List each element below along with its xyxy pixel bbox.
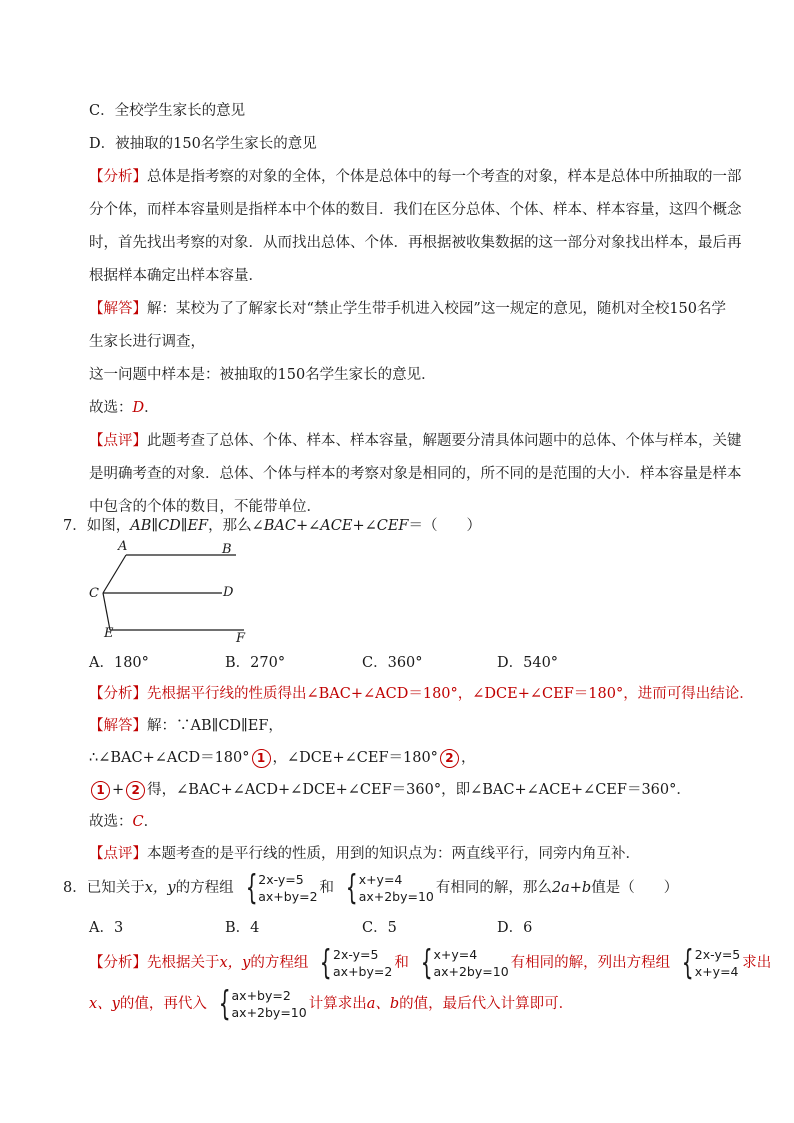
math: x、y bbox=[89, 996, 120, 1012]
q8-option-d: D．6 bbox=[497, 920, 533, 936]
math: AB∥CD∥EF bbox=[130, 518, 209, 534]
q6-analysis-line-2: 分个体，而样本容量则是指样本中个体的数目．我们在区分总体、个体、样本、样本容量，这四个概念 bbox=[89, 202, 742, 218]
q6-analysis-line-1 bbox=[89, 167, 742, 187]
label-b: B bbox=[222, 542, 232, 557]
q8-analysis-line-2 bbox=[89, 986, 573, 1022]
equation-system-2 bbox=[336, 868, 434, 908]
q8-option-b: B．4 bbox=[225, 920, 260, 936]
text: 本题考查的是平行线的性质，用到的知识点为：两直线平行，同旁内角互补． bbox=[147, 846, 640, 862]
answer-tag: 【解答】 bbox=[89, 718, 147, 734]
text: 先根据平行线的性质得出∠BAC+∠ACD＝180°，∠DCE+∠CEF＝180°，进而可得出结论． bbox=[147, 686, 754, 702]
answer-letter: C bbox=[132, 814, 144, 830]
equation: x+y=4 bbox=[358, 872, 403, 887]
q8-option-c: C．5 bbox=[362, 920, 397, 936]
equation: x+y=4 bbox=[433, 947, 478, 962]
text: ＝（ ） bbox=[408, 518, 481, 534]
option-c-text: C．全校学生家长的意见 bbox=[89, 103, 246, 119]
text: 此题考查了总体、个体、样本、样本容量，解题要分清具体问题中的总体、个体与样本，关键 bbox=[147, 433, 742, 449]
question-number: 7． bbox=[63, 518, 87, 534]
equation: ax+2by=10 bbox=[433, 964, 509, 979]
q7-answer-line-2 bbox=[89, 748, 475, 768]
q6-answer-line-1 bbox=[89, 299, 726, 319]
q6-choose bbox=[89, 398, 159, 418]
text: ∴∠BAC+∠ACD＝180° bbox=[89, 750, 250, 766]
math: 2a+b bbox=[551, 880, 592, 896]
q6-analysis-line-3: 时，首先找出考察的对象．从而找出总体、个体．再根据被收集数据的这一部分对象找出样本，最后再 bbox=[89, 235, 742, 251]
text: 值是（ ） bbox=[591, 880, 679, 896]
text: ． bbox=[144, 400, 159, 416]
label-f: F bbox=[236, 631, 246, 646]
text: 解：∵AB∥CD∥EF， bbox=[147, 718, 283, 734]
q6-comment-line-1 bbox=[89, 431, 742, 451]
text: 有相同的解，那么 bbox=[435, 880, 552, 896]
circled-two: 2 bbox=[126, 781, 145, 800]
label-c: C bbox=[89, 586, 99, 601]
q6-analysis-line-4: 根据样本确定出样本容量． bbox=[89, 268, 263, 284]
q7-analysis bbox=[89, 684, 754, 704]
text: ． bbox=[143, 814, 159, 830]
answer-tag: 【解答】 bbox=[89, 301, 147, 317]
q7-option-a: A．180° bbox=[89, 655, 149, 671]
text: 已知关于 bbox=[86, 880, 145, 896]
equation-system-6 bbox=[209, 984, 307, 1024]
text: 的值，再代入 bbox=[119, 996, 207, 1012]
q8-option-a: A．3 bbox=[89, 920, 124, 936]
text: ， bbox=[460, 750, 476, 766]
equation: 2x-y=5 bbox=[694, 947, 741, 962]
math: ∠BAC+∠ACE+∠CEF bbox=[251, 518, 409, 534]
math: x，y bbox=[219, 955, 251, 971]
equation-system-5 bbox=[672, 943, 741, 983]
analysis-tag: 【分析】 bbox=[89, 955, 147, 971]
text: ，那么 bbox=[208, 518, 252, 534]
text: 计算求出 bbox=[308, 996, 367, 1012]
text: ，∠DCE+∠CEF＝180° bbox=[272, 750, 438, 766]
circled-one: 1 bbox=[91, 781, 110, 800]
text: 和 bbox=[319, 880, 335, 896]
q8-analysis-line-1 bbox=[89, 945, 771, 981]
segment-ce bbox=[103, 593, 110, 630]
text: 的方程组 bbox=[250, 955, 309, 971]
q7-choose bbox=[89, 812, 158, 832]
equation: ax+2by=10 bbox=[231, 1005, 307, 1020]
text: 解：某校为了了解家长对“禁止学生带手机进入校园”这一规定的意见，随机对全校150名学 bbox=[147, 301, 726, 317]
label-d: D bbox=[223, 585, 234, 600]
text: 有相同的解，列出方程组 bbox=[510, 955, 671, 971]
analysis-tag: 【分析】 bbox=[89, 169, 147, 185]
q7-answer-line-3: 1 + 2 得，∠BAC+∠ACD+∠DCE+∠CEF＝360°，即∠BAC+∠ACE+∠CEF＝360°． bbox=[89, 780, 691, 800]
text: 如图， bbox=[86, 518, 131, 534]
text: 先根据关于 bbox=[147, 955, 220, 971]
brace: { bbox=[218, 984, 231, 1024]
comment-tag: 【点评】 bbox=[89, 846, 147, 862]
label-a: A bbox=[118, 539, 128, 554]
parallel-lines-figure bbox=[86, 538, 266, 648]
equation: ax+2by=10 bbox=[358, 889, 434, 904]
q6-comment-line-2: 是明确考查的对象．总体、个体与样本的考察对象是相同的，所不同的是范围的大小．样本容量是样本 bbox=[89, 466, 742, 482]
text: 总体是指考察的对象的全体，个体是总体中的每一个考查的对象，样本是总体中所抽取的一部 bbox=[147, 169, 742, 185]
answer-letter: D bbox=[132, 400, 145, 416]
q6-answer-line-2: 生家长进行调查， bbox=[89, 334, 205, 350]
equation: 2x-y=5 bbox=[258, 872, 304, 887]
q7-option-b: B．270° bbox=[225, 655, 286, 671]
equation-system-4 bbox=[411, 943, 509, 983]
q7-comment bbox=[89, 844, 640, 864]
q7-answer-line-1 bbox=[89, 716, 283, 736]
text: 和 bbox=[394, 955, 409, 971]
equation: 2x-y=5 bbox=[333, 947, 379, 962]
equation: ax+by=2 bbox=[333, 964, 393, 979]
brace: { bbox=[345, 868, 358, 908]
math: a、b bbox=[366, 996, 400, 1012]
text: 得，∠BAC+∠ACD+∠DCE+∠CEF＝360°，即∠BAC+∠ACE+∠CEF＝360°． bbox=[147, 782, 691, 798]
q7-option-c: C．360° bbox=[362, 655, 423, 671]
option-d-text: D．被抽取的150名学生家长的意见 bbox=[89, 136, 317, 152]
equation-system-1 bbox=[236, 868, 318, 908]
text: 的值，最后代入计算即可． bbox=[399, 996, 574, 1012]
circled-one: 1 bbox=[252, 749, 271, 768]
comment-tag: 【点评】 bbox=[89, 433, 147, 449]
equation: ax+by=2 bbox=[231, 988, 291, 1003]
brace: { bbox=[320, 943, 333, 983]
q7-stem bbox=[63, 516, 481, 536]
q6-answer-line-3: 这一问题中样本是：被抽取的150名学生家长的意见． bbox=[89, 367, 436, 383]
brace: { bbox=[420, 943, 433, 983]
analysis-tag: 【分析】 bbox=[89, 686, 147, 702]
q8-stem bbox=[63, 870, 678, 906]
text: 故选： bbox=[89, 814, 133, 830]
math: x，y bbox=[144, 880, 176, 896]
q7-option-d: D．540° bbox=[497, 655, 559, 671]
text: 的方程组 bbox=[175, 880, 234, 896]
equation: x+y=4 bbox=[694, 964, 739, 979]
brace: { bbox=[245, 868, 258, 908]
circled-two: 2 bbox=[440, 749, 459, 768]
equation: ax+by=2 bbox=[258, 889, 318, 904]
q6-comment-line-3: 中包含的个体的数目，不能带单位． bbox=[89, 499, 321, 515]
equation-system-3 bbox=[310, 943, 393, 983]
brace: { bbox=[681, 943, 694, 983]
text: 求出 bbox=[742, 955, 772, 971]
segment-ac bbox=[103, 555, 126, 593]
text: 故选： bbox=[89, 400, 133, 416]
label-e: E bbox=[104, 626, 114, 641]
question-number: 8． bbox=[63, 880, 87, 896]
